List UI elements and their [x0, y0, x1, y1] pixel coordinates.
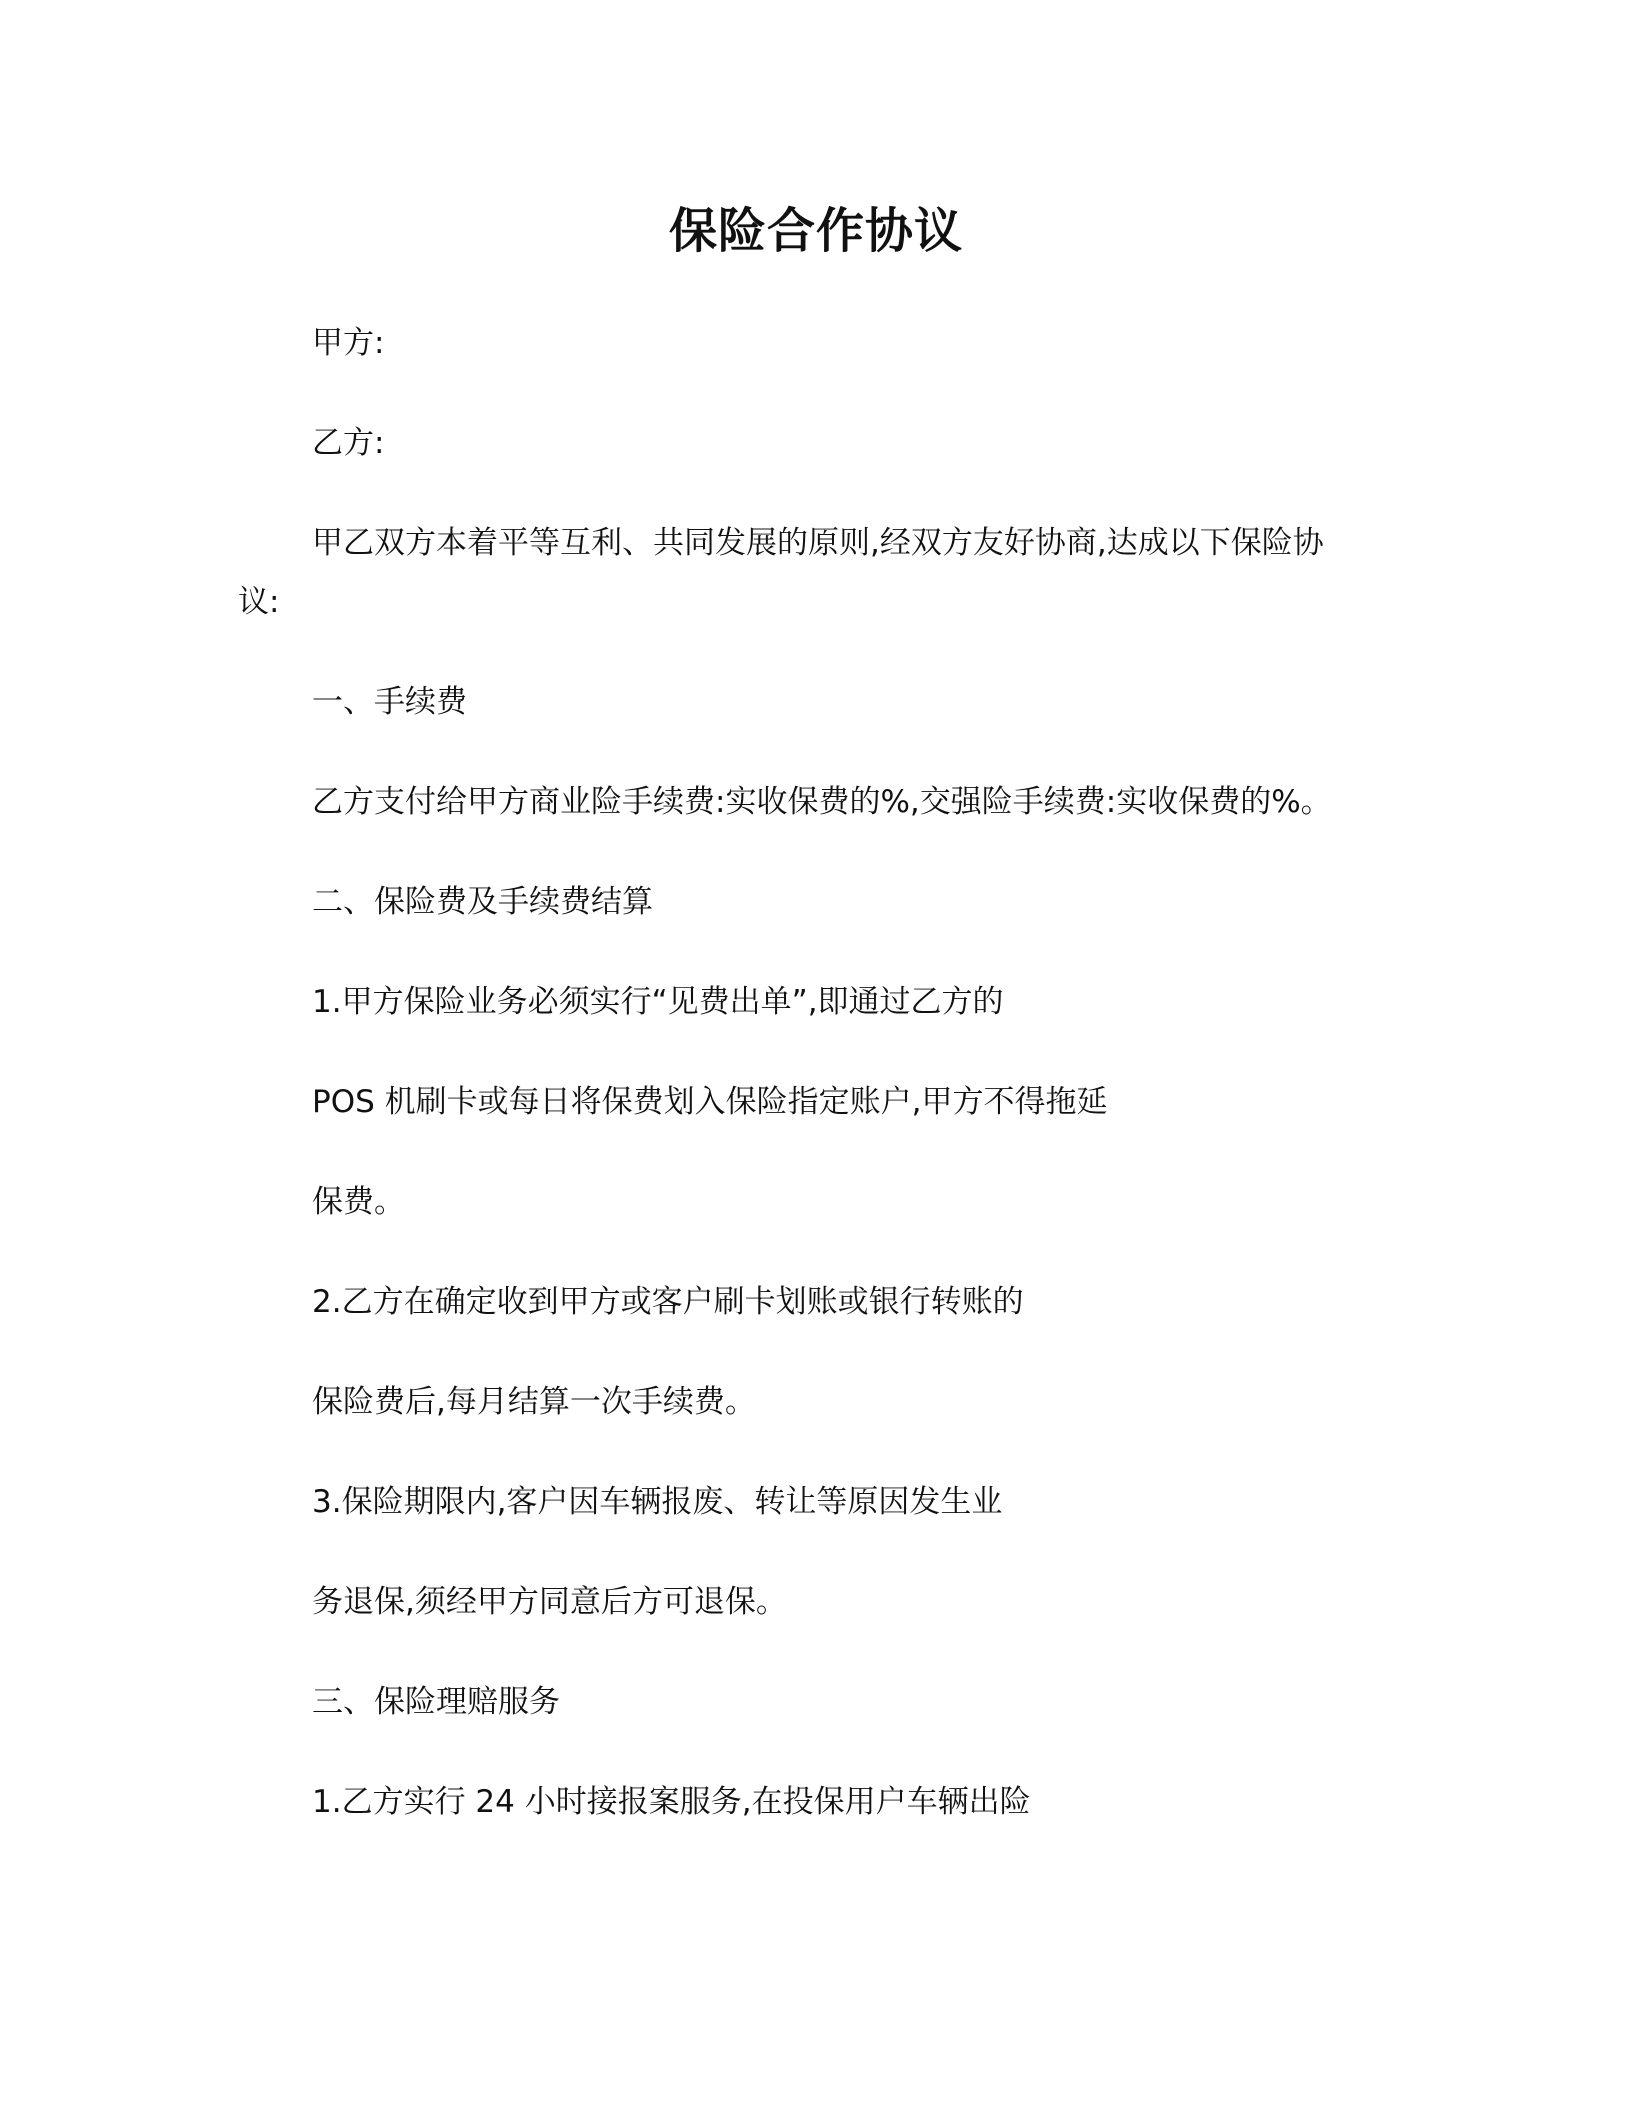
clause-2-1-line-3: 保费。: [312, 1184, 405, 1220]
party-b-line: 乙方:: [312, 425, 385, 461]
clause-2-3-line-1: 3.保险期限内,客户因车辆报废、转让等原因发生业: [312, 1484, 1003, 1520]
clause-2-3-line-2: 务退保,须经甲方同意后方可退保。: [312, 1584, 787, 1620]
preamble-line-1: 甲乙双方本着平等互利、共同发展的原则,经双方友好协商,达成以下保险协: [312, 525, 1324, 561]
clause-2-1-line-1: 1.甲方保险业务必须实行“见费出单”,即通过乙方的: [312, 984, 1004, 1020]
section-1-heading: 一、手续费: [312, 684, 467, 720]
section-2-heading: 二、保险费及手续费结算: [312, 884, 653, 920]
preamble-line-2: 议:: [238, 584, 280, 620]
party-a-line: 甲方:: [312, 325, 385, 361]
clause-3-1-line-1: 1.乙方实行 24 小时接报案服务,在投保用户车辆出险: [312, 1784, 1031, 1820]
clause-2-2-line-1: 2.乙方在确定收到甲方或客户刷卡划账或银行转账的: [312, 1284, 1024, 1320]
section-3-heading: 三、保险理赔服务: [312, 1684, 560, 1720]
section-1-text: 乙方支付给甲方商业险手续费:实收保费的%,交强险手续费:实收保费的%。: [312, 784, 1332, 820]
clause-2-1-line-2: POS 机刷卡或每日将保费划入保险指定账户,甲方不得拖延: [312, 1084, 1108, 1120]
document-title: 保险合作协议: [668, 203, 963, 259]
clause-2-2-line-2: 保险费后,每月结算一次手续费。: [312, 1384, 756, 1420]
